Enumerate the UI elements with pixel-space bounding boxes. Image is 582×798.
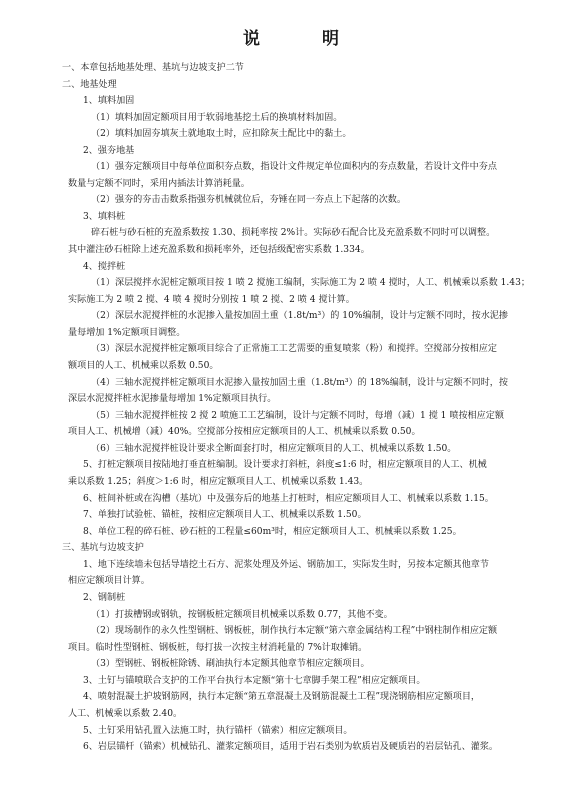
paragraph-line: 相应定额项目计算。 xyxy=(68,576,150,586)
paragraph-line: （3）深层水泥搅拌桩定额项目综合了正常施工工艺需要的重复喷浆（粉）和搅拌。空搅部分按相应定 xyxy=(91,344,497,354)
paragraph-line: （3）型钢桩、钢板桩除锈、刷油执行本定额其他章节相应定额项目。 xyxy=(91,659,370,669)
paragraph-line: （2）深层水泥搅拌桩的水泥掺入量按加固土重（1.8t/m³）的 10%编制，设计与定额不同时，按水泥掺 xyxy=(91,311,508,321)
paragraph-line: （6）三轴水泥搅拌桩设计要求全断面套打时，相应定额项目的人工、机械乘以系数 1.50。 xyxy=(91,444,457,454)
paragraph-line: 4、喷射混凝土护坡钢筋网，执行本定额“第五章混凝土及钢筋混凝土工程”现浇钢筋相应定额项目， xyxy=(83,692,481,702)
paragraph-line: （1）填料加固定额项目用于软弱地基挖土后的换填材料加固。 xyxy=(91,113,343,123)
paragraph-line: （2）强夯的夯击击数系指强夯机械就位后，夯锤在同一夯点上下起落的次数。 xyxy=(91,195,406,205)
section-heading: 一、本章包括地基处理、基坑与边坡支护二节 xyxy=(62,63,244,73)
paragraph-line: 6、岩层锚杆（锚索）机械钻孔、灌浆定额项目，适用于岩石类别为软质岩及硬质岩的岩层钻孔、灌浆。 xyxy=(83,742,499,752)
paragraph-line: 5、打桩定额项目按陆地打垂直桩编制。设计要求打斜桩，斜度≤1:6 时，相应定额项目的人工、机械 xyxy=(83,460,487,470)
subsection-heading: 2、钢制桩 xyxy=(83,593,126,603)
paragraph-line: 乘以系数 1.25；斜度＞1:6 时，相应定额项目人工、机械乘以系数 1.43。 xyxy=(68,477,369,487)
subsection-heading: 2、强夯地基 xyxy=(83,146,135,156)
paragraph-line: （2）现场制作的永久性型钢桩、钢板桩，制作执行本定额“第六章金属结构工程”中钢柱制作相应定额 xyxy=(91,626,498,636)
page-title: 说 明 xyxy=(243,29,367,49)
paragraph-line: 项目人工、机械增（减）40%。空搅部分按相应定额项目的人工、机械乘以系数 0.50。 xyxy=(68,427,421,437)
paragraph-line: 其中灌注砂石桩除上述充盈系数和损耗率外，还包括级配密实系数 1.334。 xyxy=(68,245,370,255)
paragraph-line: 7、单独打试验桩、锚桩，按相应定额项目人工、机械乘以系数 1.50。 xyxy=(83,510,367,520)
paragraph-line: 项目。临时性型钢桩、钢板桩，每打拔一次按主材消耗量的 7%计取摊销。 xyxy=(68,643,368,653)
paragraph-line: 5、土钉采用钻孔置入法施工时，执行锚杆（锚索）相应定额项目。 xyxy=(83,726,353,736)
paragraph-line: （5）三轴水泥搅拌桩按 2 搅 2 喷施工工艺编制，设计与定额不同时，每增（减）1 搅 1 喷按相应定额 xyxy=(91,411,504,421)
paragraph-line: 额项目的人工、机械乘以系数 0.50。 xyxy=(68,361,219,371)
section-heading: 二、地基处理 xyxy=(62,80,117,90)
subsection-heading: 3、填料桩 xyxy=(83,212,126,222)
paragraph-line: 3、土钉与锚喷联合支护的工作平台执行本定额“第十七章脚手架工程”相应定额项目。 xyxy=(83,676,426,686)
paragraph-line: 人工、机械乘以系数 2.40。 xyxy=(68,709,183,719)
subsection-heading: 4、搅拌桩 xyxy=(83,262,126,272)
paragraph-line: 6、桩间补桩或在沟槽（基坑）中及强夯后的地基上打桩时，相应定额项目人工、机械乘以系数 1.15。 xyxy=(83,494,494,504)
paragraph-line: 数量与定额不同时，采用内插法计算消耗量。 xyxy=(68,179,250,189)
paragraph-line: 1、地下连续墙未包括导墙挖土石方、泥浆处理及外运、钢筋加工，实际发生时，另按本定额其他章节 xyxy=(83,560,489,570)
paragraph-line: （1）打拔槽钢或钢轨，按钢板桩定额项目机械乘以系数 0.77，其他不变。 xyxy=(91,610,393,620)
subsection-heading: 1、填料加固 xyxy=(83,96,135,106)
paragraph-line: 碎石桩与砂石桩的充盈系数按 1.30、损耗率按 2%计。实际砂石配合比及充盈系数不同时可以调整。 xyxy=(91,228,496,238)
section-heading: 三、基坑与边坡支护 xyxy=(62,543,144,553)
paragraph-line: （4）三轴水泥搅拌桩定额项目水泥掺入量按加固土重（1.8t/m³）的 18%编制，设计与定额不同时，按 xyxy=(91,378,508,388)
paragraph-line: 8、单位工程的碎石桩、砂石桩的工程量≤60m³时，相应定额项目人工、机械乘以系数 1.25。 xyxy=(83,527,462,537)
paragraph-line: （1）强夯定额项目中每单位面积夯点数，指设计文件规定单位面积内的夯点数量，若设计文件中夯点 xyxy=(91,162,497,172)
paragraph-line: （1）深层搅拌水泥桩定额项目按 1 喷 2 搅施工编制，实际施工为 2 喷 4 搅时，人工、机械乘以系数 1.43； xyxy=(91,278,530,288)
paragraph-line: 量每增加 1%定额项目调整。 xyxy=(68,328,186,338)
paragraph-line: 实际施工为 2 喷 2 搅、4 喷 4 搅时分别按 1 喷 2 搅、2 喷 4 搅计算。 xyxy=(68,295,355,305)
paragraph-line: 深层水泥搅拌桩水泥掺量每增加 1%定额项目执行。 xyxy=(68,394,277,404)
paragraph-line: （2）填料加固夯填灰土就地取土时，应扣除灰土配比中的黏土。 xyxy=(91,129,352,139)
